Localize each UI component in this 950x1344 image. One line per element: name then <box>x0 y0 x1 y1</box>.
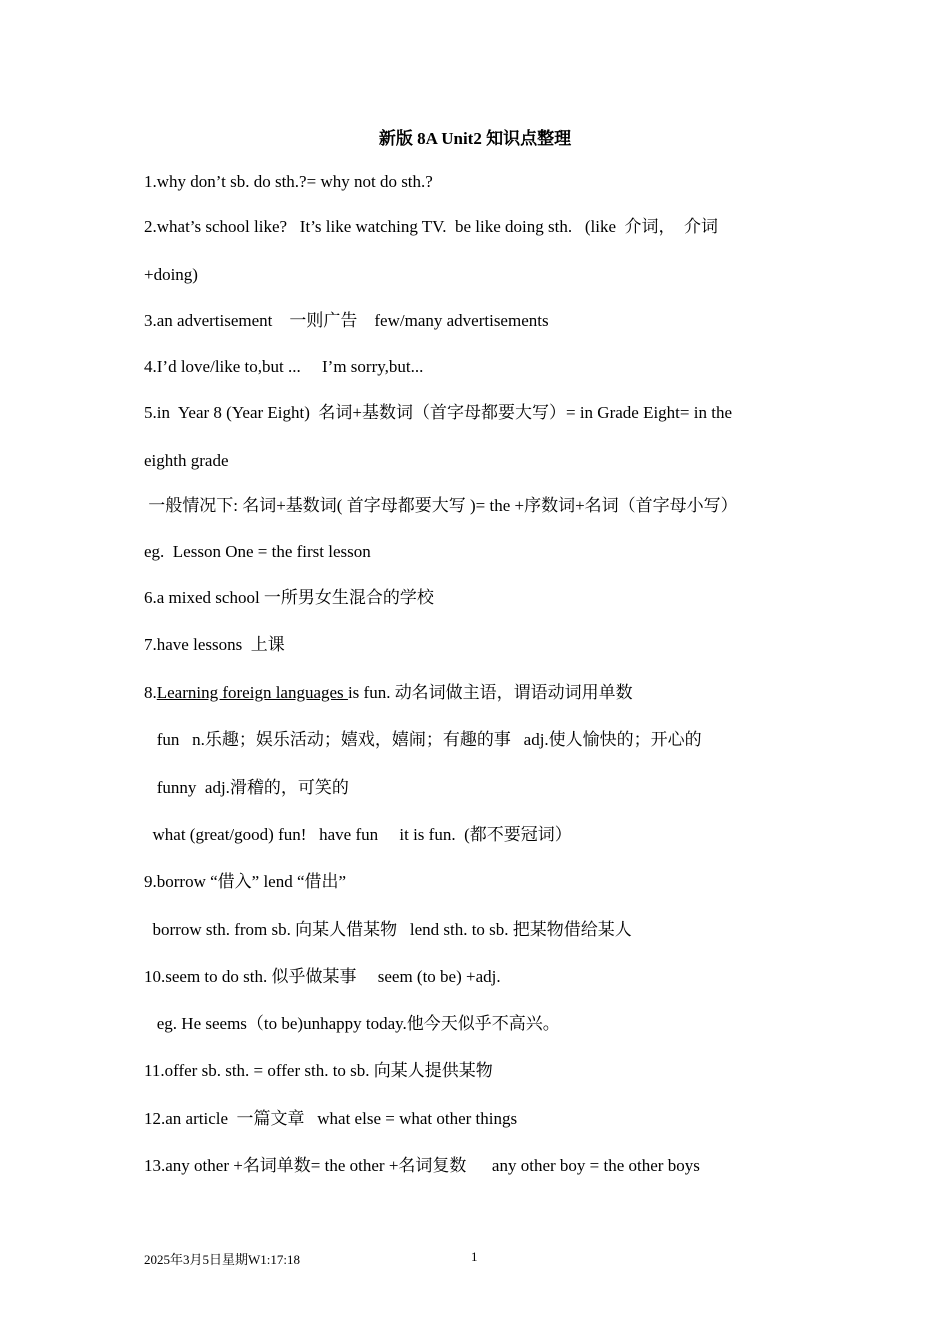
note-line-9-usage: borrow sth. from sb. 向某人借某物 lend sth. to sb. 把某物借给某人 <box>144 920 632 939</box>
note-line-5-example: eg. Lesson One = the first lesson <box>144 542 371 561</box>
note-line-2-cont: +doing) <box>144 265 198 284</box>
note-line-5-general: 一般情况下: 名词+基数词( 首字母都要大写 )= the +序数词+名词（首字母小写） <box>144 496 738 515</box>
note-line-10-example: eg. He seems（to be)unhappy today.他今天似乎不高兴。 <box>144 1014 560 1033</box>
note-line-13: 13.any other +名词单数= the other +名词复数 any other boy = the other boys <box>144 1156 700 1175</box>
note-line-10: 10.seem to do sth. 似乎做某事 seem (to be) +adj. <box>144 967 501 986</box>
line-8-prefix: 8. <box>144 683 157 702</box>
note-line-12: 12.an article 一篇文章 what else = what other things <box>144 1109 518 1128</box>
footer-date: 2025年3月5日星期W1:17:18 <box>144 1252 300 1267</box>
note-line-8 <box>144 682 633 704</box>
note-line-8-funny: funny adj.滑稽的，可笑的 <box>144 778 349 797</box>
note-line-3: 3.an advertisement 一则广告 few/many advertisements <box>144 311 549 330</box>
note-line-5: 5.in Year 8 (Year Eight) 名词+基数词（首字母都要大写）= in Grade Eight= in the <box>144 403 732 422</box>
note-line-9: 9.borrow “借入” lend “借出” <box>144 872 347 891</box>
line-8-underlined-subject: Learning foreign languages <box>156 683 348 702</box>
note-line-11: 11.offer sb. sth. = offer sth. to sb. 向某人提供某物 <box>144 1061 493 1080</box>
note-line-8-fun: fun n.乐趣；娱乐活动；嬉戏，嬉闹；有趣的事 adj.使人愉快的；开心的 <box>144 730 702 749</box>
line-8-rest: is fun. 动名词做主语，谓语动词用单数 <box>347 683 633 702</box>
note-line-5-cont: eighth grade <box>144 451 229 470</box>
note-line-8-phrases: what (great/good) fun! have fun it is fun. (都不要冠词） <box>144 825 572 844</box>
note-line-7: 7.have lessons 上课 <box>144 635 285 654</box>
note-line-6: 6.a mixed school 一所男女生混合的学校 <box>144 588 434 607</box>
note-line-4: 4.I’d love/like to,but ... I’m sorry,but... <box>144 357 424 376</box>
page-number: 1 <box>471 1249 478 1264</box>
note-line-2: 2.what’s school like? It’s like watching TV. be like doing sth. (like 介词， 介词 <box>144 217 718 236</box>
document-title: 新版 8A Unit2 知识点整理 <box>378 129 572 148</box>
note-line-1: 1.why don’t sb. do sth.?= why not do sth.? <box>144 172 433 191</box>
